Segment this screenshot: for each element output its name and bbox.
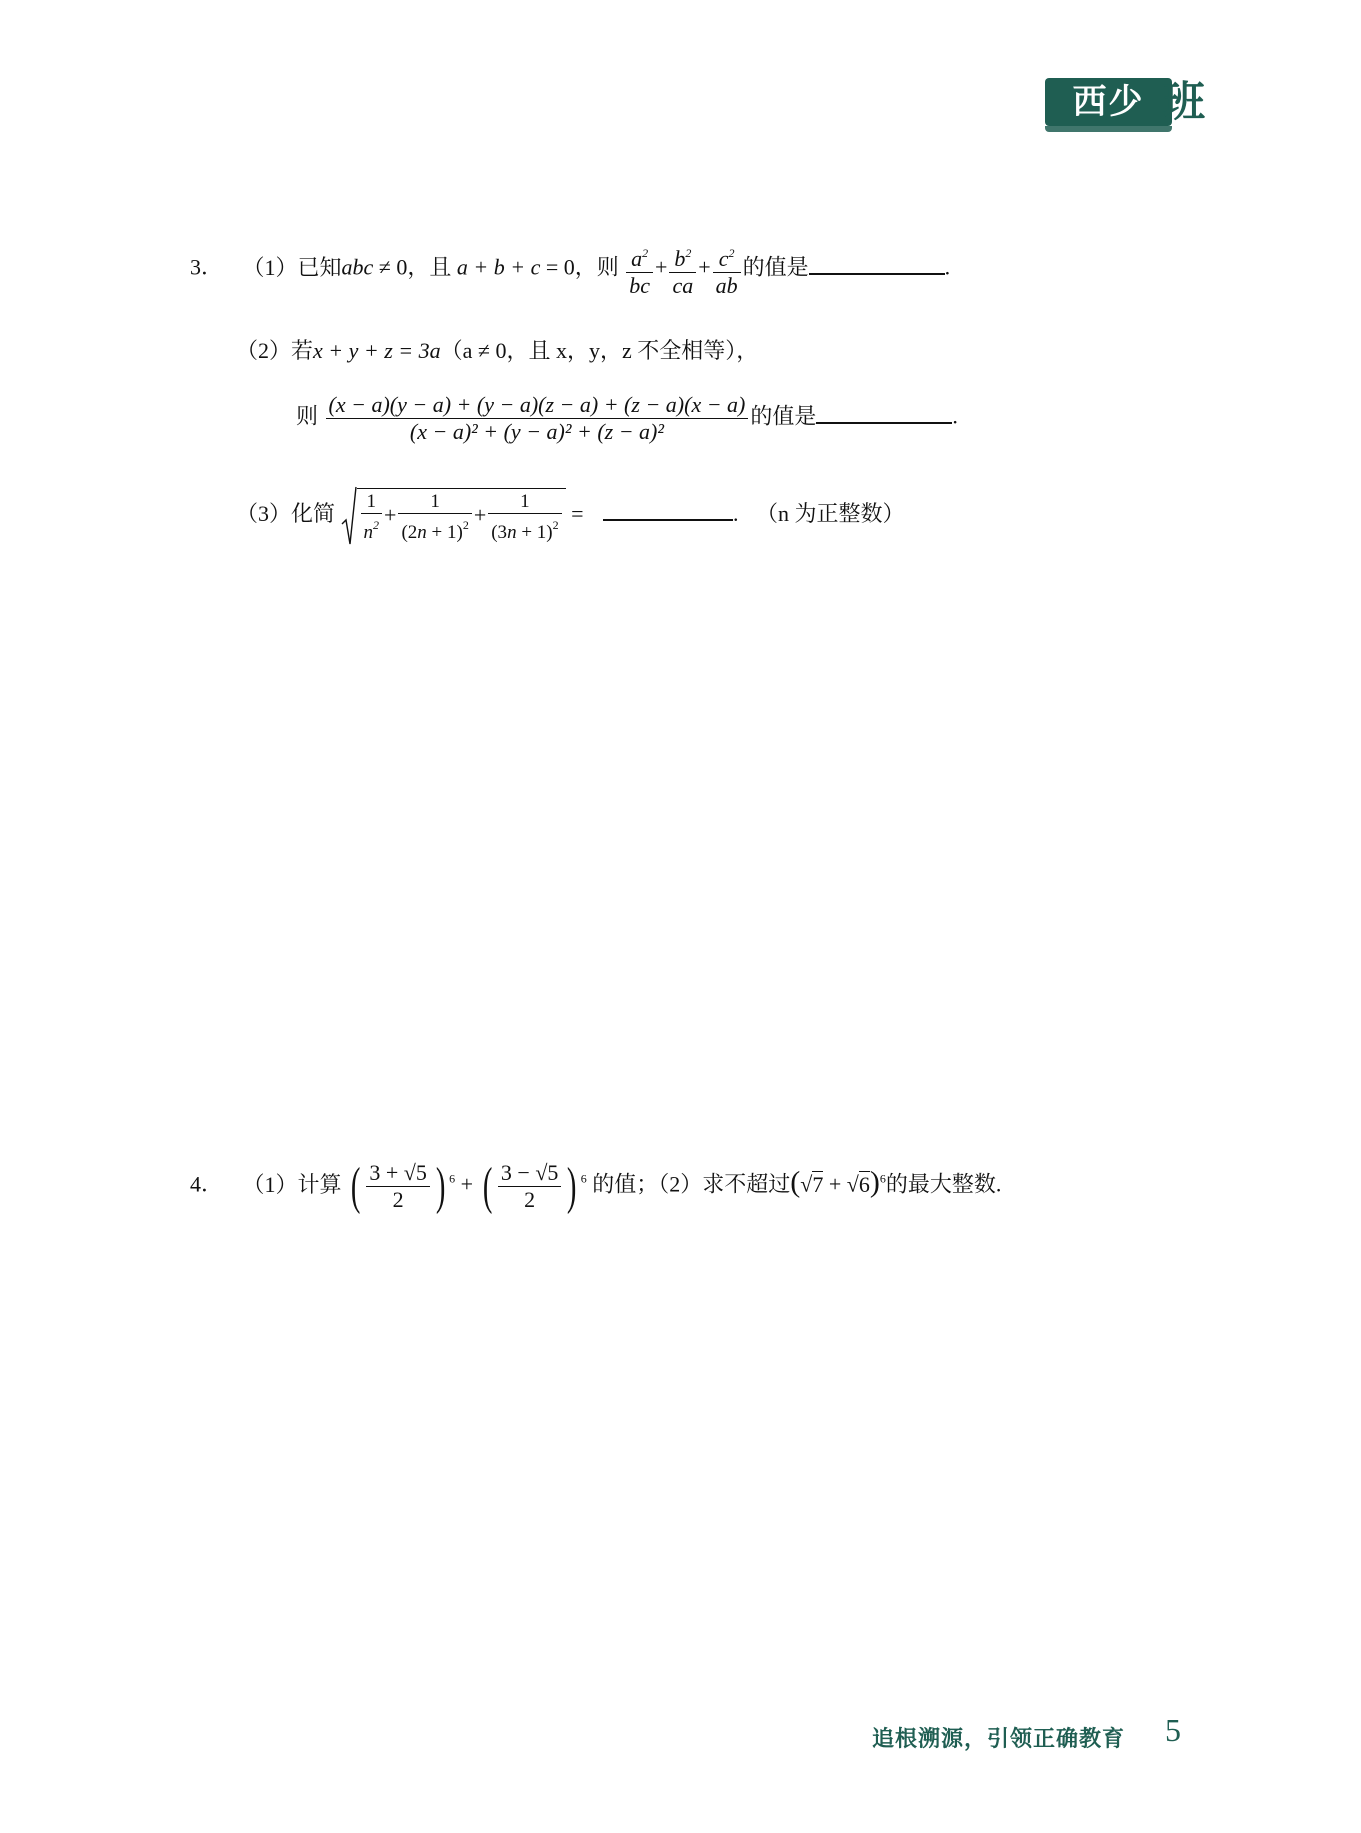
q3-part2: （2）若x + y + z = 3a（a ≠ 0，且 x，y，z 不全相等），: [236, 338, 759, 363]
q3-number: 3．: [190, 254, 224, 280]
fraction: $\frac{c^2}{ab}$: [713, 240, 741, 299]
brand-logo-side: 班: [1163, 77, 1206, 126]
brand-logo: [1045, 78, 1172, 126]
answer-blank[interactable]: [816, 418, 952, 424]
q4-number: 4．: [190, 1171, 224, 1197]
footer-slogan: 追根溯源，引领正确教育: [872, 1727, 1126, 1752]
q4: 4． （1）计算 ( $\frac{3 + √5}{2}$ ) $^6$ + ( $\frac{3 - √5}{2}$ ) $^6$ 的值；（2）求不超过$(√7 + √6)^6$的最大整数.: [190, 1157, 1002, 1215]
fraction: $\frac{3 + √5}{2}$: [366, 1160, 429, 1213]
q3-part1: 3． （1）已知abc ≠ 0，且 a + b + c = 0，则 $\frac{a^2}{bc}$ + $\frac{b^2}{ca}$ + $\frac{c^2}{ab}$ 的值是 .: [190, 240, 950, 299]
page-number: 5: [1165, 1712, 1181, 1748]
q3-part3: （3）化简 $\frac{1}{n^2}$ + $\frac{1}{(2n + 1)^2}$ + $\frac{1}{(3n + 1)^2}$ = . （n 为正整数）: [236, 488, 905, 544]
fraction: $\frac{(x - a)(y - a) + (y - a)(z - a) + (z - a)(x - a)}{\text{(x − a)² + (y − a)² + (z − a)²}}$: [326, 392, 749, 445]
q3-part2-expression: 则 $\frac{(x - a)(y - a) + (y - a)(z - a) + (z - a)(x - a)}{\text{(x − a)² + (y − a)² + (z − a)²}}$ 的值是 .: [296, 392, 958, 444]
square-root: $\frac{1}{n^2}$ + $\frac{1}{(2n + 1)^2}$ + $\frac{1}{(3n + 1)^2}$: [341, 488, 566, 544]
answer-blank[interactable]: [603, 515, 733, 521]
logo-text: 西少: [1072, 82, 1145, 122]
answer-blank[interactable]: [809, 269, 945, 275]
radical-icon: [341, 486, 357, 546]
fraction: $\frac{a^2}{bc}$: [626, 240, 653, 299]
fraction: $\frac{3 - √5}{2}$: [498, 1160, 561, 1213]
fraction: $\frac{b^2}{ca}$: [669, 240, 696, 299]
